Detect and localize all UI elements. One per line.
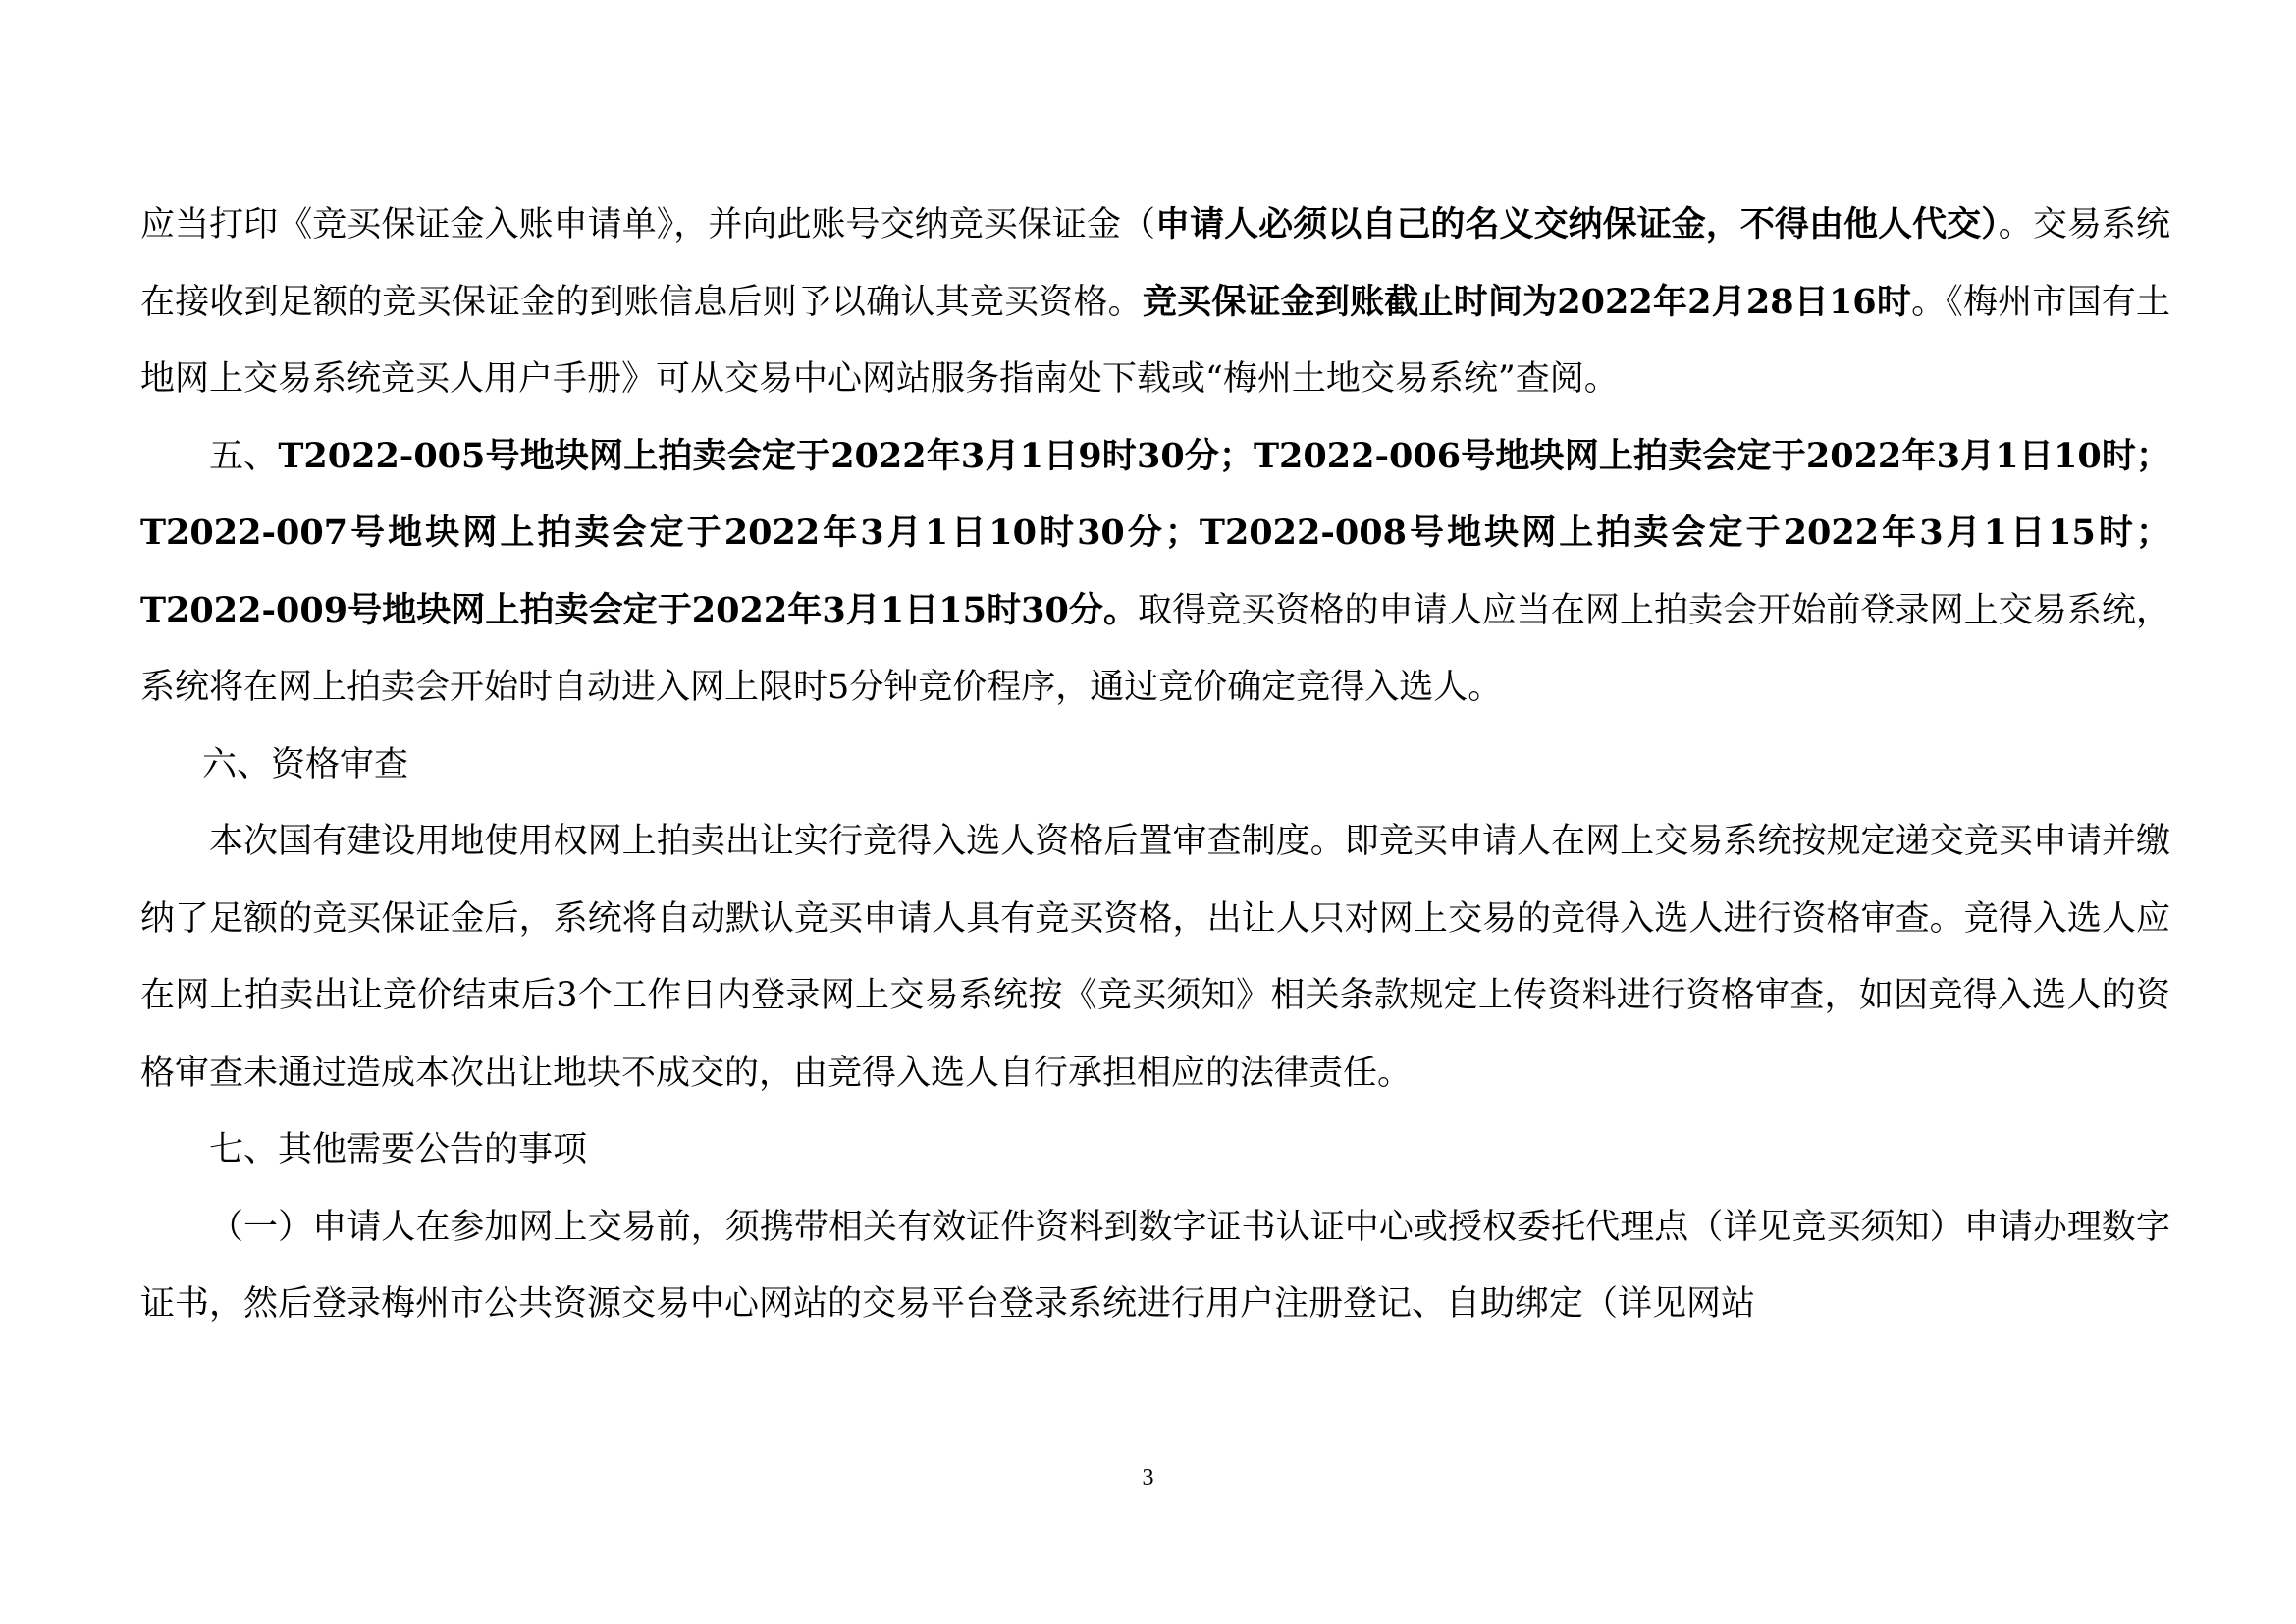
auction-login-text: 取得竞买资格的申请人应当在网上拍卖会开始前登录网上交易系统，系统将在网上拍卖会开始时自动进入网上限时5分钟竞价程序，通过竞价确定竞得入选人。 [140, 590, 2170, 707]
paragraph-digital-certificate: （一）申请人在参加网上交易前，须携带相关有效证件资料到数字证书认证中心或授权委托代理点（详见竞买须知）申请办理数字证书，然后登录梅州市公共资源交易中心网站的交易平台登录系统进行用户注册登记、自助绑定（详见网站 [140, 1207, 2170, 1324]
page-number: 3 [1142, 1465, 1154, 1490]
deposit-bold-own-name: 申请人必须以自己的名义交纳保证金，不得由他人代交） [1155, 204, 1999, 244]
paragraph-qualification-review: 本次国有建设用地使用权网上拍卖出让实行竞得入选人资格后置审查制度。即竞买申请人在网上交易系统按规定递交竞买申请并缴纳了足额的竞买保证金后，系统将自动默认竞买申请人具有竞买资格，出让人只对网上交易的竞得入选人进行资格审查。竞得入选人应在网上拍卖出让竞价结束后3个工作日内登录网上交易系统按《竞买须知》相关条款规定上传资料进行资格审查，如因竞得入选人的资格审查未通过造成本次出让地块不成交的，由竞得入选人自行承担相应的法律责任。 [140, 822, 2170, 1093]
deposit-text-2: 。交易系统在接收到足额的竞买保证金的到账信息后则予以确认其竞买资格。 [140, 205, 2170, 322]
deposit-text-3: 。《梅州市国有土地网上交易系统竞买人用户手册》可从交易中心网站服务指南处下载或“梅州土地交易系统”查阅。 [140, 282, 2170, 399]
document-body [140, 187, 2170, 1343]
deposit-text-1: 应当打印《竞买保证金入账申请单》，并向此账号交纳竞买保证金（ [140, 205, 1156, 244]
section-heading-qualification: 六、资格审查 [202, 744, 409, 785]
auction-schedule-bold: T2022-005号地块网上拍卖会定于2022年3月1日9时30分；T2022-006号地块网上拍卖会定于2022年3月1日10时；T2022-007号地块网上拍卖会定于2022年3月1日10时30分；T2022-008号地块网上拍卖会定于2022年3月1日15时；T2022-009号地块网上拍卖会定于2022年3月1日15时30分。 [140, 435, 2170, 630]
paragraph-auction-schedule [140, 418, 2170, 727]
section-heading-other-matters: 七、其他需要公告的事项 [209, 1130, 588, 1169]
paragraph-deposit-instructions [140, 187, 2170, 418]
section-five-number: 五、 [209, 436, 279, 476]
deposit-deadline: 竞买保证金到账截止时间为2022年2月28日16时 [1142, 281, 1912, 322]
